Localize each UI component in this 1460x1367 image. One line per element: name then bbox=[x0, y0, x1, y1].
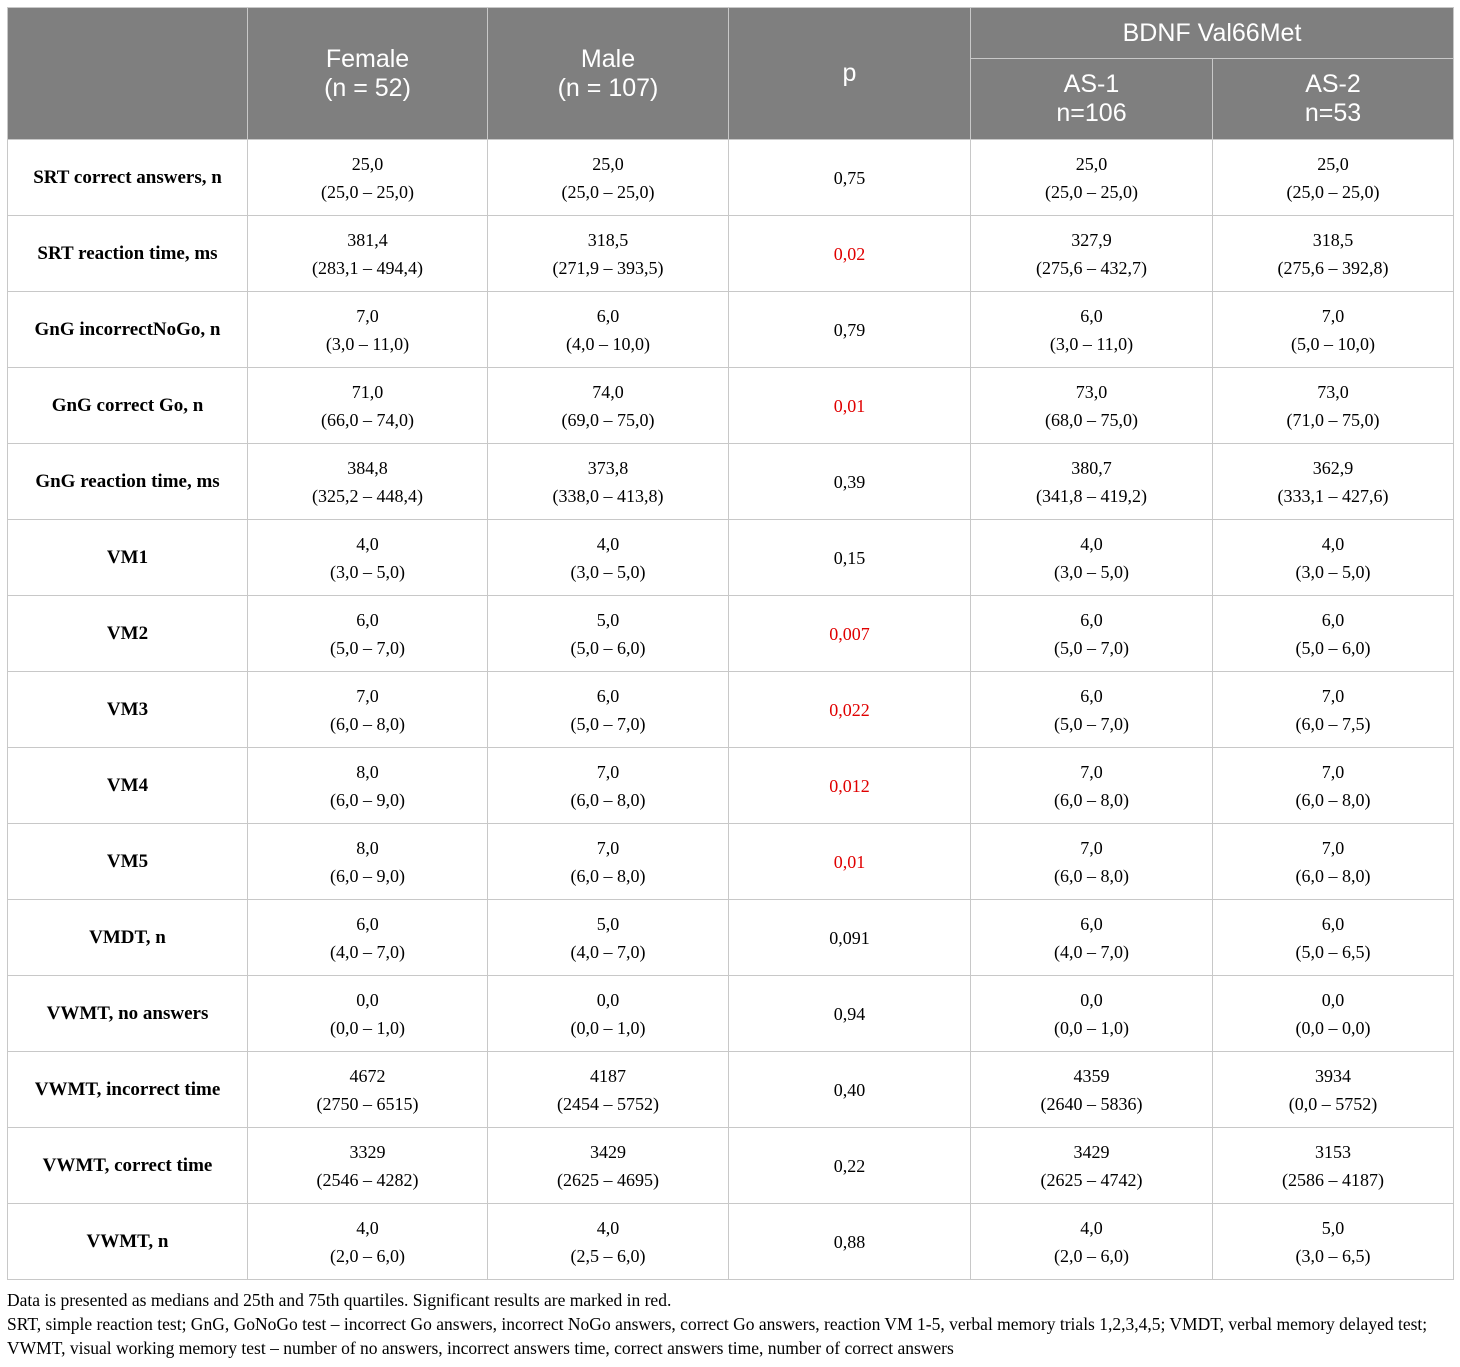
female-value-cell-median: 4672 bbox=[349, 1065, 386, 1086]
footnote-line-2: SRT, simple reaction test; GnG, GoNoGo test – incorrect Go answers, incorrect NoGo answers, correct Go answers, reaction VM 1-5, verbal memory trials 1,2,3,4,5; VMDT, verbal memory delayed test; VWMT, visual working memory test – number of no answers, incorrect answers time, correct answers time, number of correct answers bbox=[7, 1314, 1428, 1358]
header-p-label: p bbox=[842, 59, 857, 87]
as2-value-cell-iqr: (3,0 – 5,0) bbox=[1295, 561, 1371, 582]
male-value-cell-median: 373,8 bbox=[587, 457, 629, 478]
as1-value-cell-median: 7,0 bbox=[1080, 837, 1103, 858]
female-value-cell-iqr: (25,0 – 25,0) bbox=[321, 181, 414, 202]
as1-value-cell-median: 6,0 bbox=[1080, 685, 1103, 706]
row-label: VM3 bbox=[8, 672, 248, 748]
female-value-cell bbox=[248, 824, 488, 900]
table-row bbox=[8, 1052, 1454, 1128]
as2-value-cell-median: 362,9 bbox=[1312, 457, 1354, 478]
as2-value-cell-median: 73,0 bbox=[1317, 381, 1349, 402]
male-value-cell bbox=[488, 520, 729, 596]
as1-value-cell-median: 4359 bbox=[1073, 1065, 1110, 1086]
header-as2 bbox=[1213, 59, 1454, 140]
male-value-cell-median: 4,0 bbox=[596, 1217, 620, 1238]
as2-value-cell-iqr: (0,0 – 0,0) bbox=[1295, 1017, 1371, 1038]
male-value-cell bbox=[488, 444, 729, 520]
p-value-cell: 0,007 bbox=[729, 596, 971, 672]
male-value-cell-median: 3429 bbox=[590, 1141, 626, 1162]
female-value-cell bbox=[248, 1052, 488, 1128]
as1-value-cell-median: 4,0 bbox=[1080, 533, 1103, 554]
male-value-cell-iqr: (4,0 – 10,0) bbox=[566, 333, 650, 354]
row-label: VM4 bbox=[8, 748, 248, 824]
male-value-cell-iqr: (6,0 – 8,0) bbox=[570, 865, 646, 886]
table-row bbox=[8, 292, 1454, 368]
table-row bbox=[8, 596, 1454, 672]
row-label: VWMT, correct time bbox=[8, 1128, 248, 1204]
as2-value-cell-median: 6,0 bbox=[1321, 609, 1345, 630]
as2-value-cell bbox=[1213, 520, 1454, 596]
as1-value-cell-iqr: (2,0 – 6,0) bbox=[1054, 1245, 1129, 1266]
female-value-cell bbox=[248, 216, 488, 292]
table-row bbox=[8, 444, 1454, 520]
as1-value-cell bbox=[971, 368, 1213, 444]
p-value-cell: 0,022 bbox=[729, 672, 971, 748]
as1-value-cell bbox=[971, 1128, 1213, 1204]
as1-value-cell bbox=[971, 292, 1213, 368]
row-label: VWMT, no answers bbox=[8, 976, 248, 1052]
as2-value-cell-median: 7,0 bbox=[1321, 837, 1345, 858]
as1-value-cell-iqr: (0,0 – 1,0) bbox=[1054, 1017, 1129, 1038]
as2-value-cell-median: 7,0 bbox=[1321, 685, 1345, 706]
female-value-cell-iqr: (4,0 – 7,0) bbox=[330, 941, 405, 962]
as1-value-cell bbox=[971, 748, 1213, 824]
female-value-cell bbox=[248, 368, 488, 444]
female-value-cell-median: 4,0 bbox=[356, 533, 379, 554]
as2-value-cell bbox=[1213, 292, 1454, 368]
male-value-cell-iqr: (0,0 – 1,0) bbox=[570, 1017, 646, 1038]
as1-value-cell-median: 0,0 bbox=[1080, 989, 1103, 1010]
row-label: GnG incorrectNoGo, n bbox=[8, 292, 248, 368]
as2-value-cell bbox=[1213, 976, 1454, 1052]
p-value-cell: 0,091 bbox=[729, 900, 971, 976]
as1-value-cell-iqr: (3,0 – 5,0) bbox=[1054, 561, 1129, 582]
header-male-title: Male bbox=[580, 44, 636, 73]
p-value-cell: 0,012 bbox=[729, 748, 971, 824]
as1-value-cell bbox=[971, 900, 1213, 976]
as1-value-cell-median: 7,0 bbox=[1080, 761, 1103, 782]
as2-value-cell-median: 0,0 bbox=[1321, 989, 1345, 1010]
as2-value-cell-iqr: (5,0 – 10,0) bbox=[1291, 333, 1375, 354]
female-value-cell-median: 8,0 bbox=[356, 761, 379, 782]
p-value-cell: 0,88 bbox=[729, 1204, 971, 1280]
female-value-cell-iqr: (6,0 – 9,0) bbox=[330, 865, 405, 886]
as2-value-cell-iqr: (3,0 – 6,5) bbox=[1295, 1245, 1371, 1266]
male-value-cell-iqr: (5,0 – 7,0) bbox=[570, 713, 646, 734]
row-label: SRT correct answers, n bbox=[8, 140, 248, 216]
female-value-cell-iqr: (2750 – 6515) bbox=[316, 1093, 419, 1114]
female-value-cell-median: 7,0 bbox=[356, 685, 379, 706]
as1-value-cell bbox=[971, 444, 1213, 520]
as2-value-cell-iqr: (5,0 – 6,0) bbox=[1295, 637, 1371, 658]
female-value-cell-iqr: (325,2 – 448,4) bbox=[312, 485, 423, 506]
as1-value-cell bbox=[971, 1204, 1213, 1280]
as1-value-cell-iqr: (3,0 – 11,0) bbox=[1049, 333, 1134, 354]
table-row bbox=[8, 140, 1454, 216]
table-header bbox=[8, 8, 1454, 140]
header-as1-n: n=106 bbox=[1056, 99, 1127, 127]
female-value-cell-iqr: (6,0 – 9,0) bbox=[330, 789, 405, 810]
p-value-cell: 0,75 bbox=[729, 140, 971, 216]
p-value-cell: 0,02 bbox=[729, 216, 971, 292]
male-value-cell-median: 6,0 bbox=[596, 305, 620, 326]
header-empty-cell bbox=[8, 8, 248, 140]
as2-value-cell-median: 5,0 bbox=[1321, 1217, 1345, 1238]
as2-value-cell bbox=[1213, 216, 1454, 292]
as1-value-cell-iqr: (275,6 – 432,7) bbox=[1036, 257, 1147, 278]
as2-value-cell bbox=[1213, 748, 1454, 824]
female-value-cell-median: 7,0 bbox=[356, 305, 379, 326]
as1-value-cell-median: 6,0 bbox=[1080, 305, 1103, 326]
as1-value-cell bbox=[971, 596, 1213, 672]
as2-value-cell bbox=[1213, 444, 1454, 520]
header-male bbox=[488, 8, 729, 140]
female-value-cell-iqr: (3,0 – 11,0) bbox=[325, 333, 410, 354]
male-value-cell-median: 7,0 bbox=[596, 761, 620, 782]
as1-value-cell-median: 6,0 bbox=[1080, 609, 1103, 630]
as2-value-cell-median: 6,0 bbox=[1321, 913, 1345, 934]
row-label: GnG reaction time, ms bbox=[8, 444, 248, 520]
male-value-cell bbox=[488, 368, 729, 444]
male-value-cell-median: 318,5 bbox=[587, 229, 629, 250]
p-value-cell: 0,39 bbox=[729, 444, 971, 520]
as2-value-cell bbox=[1213, 900, 1454, 976]
as2-value-cell bbox=[1213, 1204, 1454, 1280]
male-value-cell bbox=[488, 140, 729, 216]
male-value-cell-iqr: (2454 – 5752) bbox=[557, 1093, 659, 1114]
table-body bbox=[8, 140, 1454, 1280]
p-value-cell: 0,01 bbox=[729, 368, 971, 444]
male-value-cell-iqr: (5,0 – 6,0) bbox=[570, 637, 646, 658]
header-female-title: Female bbox=[325, 44, 410, 73]
row-label: VM1 bbox=[8, 520, 248, 596]
as2-value-cell-iqr: (6,0 – 7,5) bbox=[1295, 713, 1371, 734]
as1-value-cell bbox=[971, 140, 1213, 216]
female-value-cell bbox=[248, 292, 488, 368]
as1-value-cell-median: 6,0 bbox=[1080, 913, 1103, 934]
row-label: GnG correct Go, n bbox=[8, 368, 248, 444]
male-value-cell bbox=[488, 748, 729, 824]
footnote-line-1: Data is presented as medians and 25th and 75th quartiles. Significant results are marked in red. bbox=[7, 1290, 672, 1310]
p-value-cell: 0,01 bbox=[729, 824, 971, 900]
female-value-cell-iqr: (0,0 – 1,0) bbox=[330, 1017, 405, 1038]
male-value-cell-iqr: (4,0 – 7,0) bbox=[570, 941, 646, 962]
as1-value-cell-iqr: (2640 – 5836) bbox=[1040, 1093, 1143, 1114]
male-value-cell-median: 4,0 bbox=[596, 533, 620, 554]
male-value-cell-iqr: (3,0 – 5,0) bbox=[570, 561, 646, 582]
male-value-cell-iqr: (6,0 – 8,0) bbox=[570, 789, 646, 810]
header-as2-n: n=53 bbox=[1304, 99, 1362, 127]
as1-value-cell-iqr: (5,0 – 7,0) bbox=[1054, 637, 1129, 658]
female-value-cell-iqr: (2546 – 4282) bbox=[316, 1169, 419, 1190]
as2-value-cell-median: 318,5 bbox=[1312, 229, 1354, 250]
female-value-cell-median: 6,0 bbox=[356, 609, 379, 630]
table-footnotes bbox=[7, 1288, 1457, 1360]
as1-value-cell-median: 73,0 bbox=[1075, 381, 1108, 402]
table-row bbox=[8, 216, 1454, 292]
female-value-cell bbox=[248, 140, 488, 216]
as1-value-cell-iqr: (25,0 – 25,0) bbox=[1045, 181, 1138, 202]
male-value-cell-iqr: (338,0 – 413,8) bbox=[552, 485, 664, 506]
as1-value-cell-iqr: (68,0 – 75,0) bbox=[1045, 409, 1138, 430]
as2-value-cell-median: 7,0 bbox=[1321, 761, 1345, 782]
header-male-n: (n = 107) bbox=[557, 73, 659, 102]
female-value-cell-iqr: (5,0 – 7,0) bbox=[330, 637, 405, 658]
as1-value-cell bbox=[971, 1052, 1213, 1128]
as1-value-cell-iqr: (5,0 – 7,0) bbox=[1054, 713, 1129, 734]
male-value-cell-iqr: (69,0 – 75,0) bbox=[561, 409, 655, 430]
as1-value-cell-median: 380,7 bbox=[1071, 457, 1112, 478]
as2-value-cell bbox=[1213, 368, 1454, 444]
header-female-n: (n = 52) bbox=[324, 73, 411, 102]
female-value-cell bbox=[248, 748, 488, 824]
as2-value-cell-median: 25,0 bbox=[1317, 153, 1349, 174]
female-value-cell bbox=[248, 1128, 488, 1204]
female-value-cell-iqr: (6,0 – 8,0) bbox=[330, 713, 405, 734]
male-value-cell bbox=[488, 824, 729, 900]
table-row bbox=[8, 748, 1454, 824]
results-table bbox=[7, 7, 1454, 1280]
as1-value-cell-iqr: (4,0 – 7,0) bbox=[1054, 941, 1129, 962]
male-value-cell bbox=[488, 672, 729, 748]
male-value-cell-iqr: (2625 – 4695) bbox=[557, 1169, 659, 1190]
female-value-cell bbox=[248, 672, 488, 748]
male-value-cell-iqr: (2,5 – 6,0) bbox=[570, 1245, 646, 1266]
female-value-cell-median: 6,0 bbox=[356, 913, 379, 934]
female-value-cell-median: 71,0 bbox=[351, 381, 384, 402]
row-label: SRT reaction time, ms bbox=[8, 216, 248, 292]
female-value-cell bbox=[248, 444, 488, 520]
female-value-cell-median: 25,0 bbox=[351, 153, 384, 174]
male-value-cell bbox=[488, 1204, 729, 1280]
header-female bbox=[248, 8, 488, 140]
as1-value-cell bbox=[971, 976, 1213, 1052]
as2-value-cell bbox=[1213, 1128, 1454, 1204]
table-row bbox=[8, 900, 1454, 976]
female-value-cell-median: 384,8 bbox=[347, 457, 388, 478]
table-row bbox=[8, 672, 1454, 748]
table-row bbox=[8, 368, 1454, 444]
as1-value-cell bbox=[971, 672, 1213, 748]
header-bdnf-label: BDNF Val66Met bbox=[1122, 18, 1302, 47]
table-row bbox=[8, 520, 1454, 596]
female-value-cell-median: 0,0 bbox=[356, 989, 379, 1010]
male-value-cell-median: 25,0 bbox=[592, 153, 624, 174]
female-value-cell-median: 3329 bbox=[349, 1141, 386, 1162]
as1-value-cell-median: 4,0 bbox=[1080, 1217, 1103, 1238]
table-row bbox=[8, 976, 1454, 1052]
male-value-cell-median: 0,0 bbox=[596, 989, 620, 1010]
as2-value-cell-iqr: (6,0 – 8,0) bbox=[1295, 865, 1371, 886]
male-value-cell-median: 4187 bbox=[590, 1065, 626, 1086]
as2-value-cell-iqr: (5,0 – 6,5) bbox=[1295, 941, 1371, 962]
male-value-cell bbox=[488, 900, 729, 976]
male-value-cell-median: 7,0 bbox=[596, 837, 620, 858]
as2-value-cell-iqr: (0,0 – 5752) bbox=[1288, 1093, 1378, 1114]
as2-value-cell bbox=[1213, 1052, 1454, 1128]
p-value-cell: 0,94 bbox=[729, 976, 971, 1052]
as2-value-cell-iqr: (6,0 – 8,0) bbox=[1295, 789, 1371, 810]
male-value-cell bbox=[488, 976, 729, 1052]
as2-value-cell bbox=[1213, 824, 1454, 900]
male-value-cell-median: 6,0 bbox=[596, 685, 620, 706]
female-value-cell bbox=[248, 900, 488, 976]
as2-value-cell-median: 7,0 bbox=[1321, 305, 1345, 326]
results-table-container bbox=[7, 7, 1453, 1280]
as2-value-cell-median: 3153 bbox=[1315, 1141, 1351, 1162]
as2-value-cell-iqr: (2586 – 4187) bbox=[1282, 1169, 1384, 1190]
female-value-cell-iqr: (2,0 – 6,0) bbox=[330, 1245, 405, 1266]
as2-value-cell bbox=[1213, 140, 1454, 216]
as1-value-cell-median: 3429 bbox=[1073, 1141, 1110, 1162]
female-value-cell-median: 381,4 bbox=[347, 229, 388, 250]
as1-value-cell bbox=[971, 216, 1213, 292]
as1-value-cell bbox=[971, 824, 1213, 900]
male-value-cell bbox=[488, 1052, 729, 1128]
male-value-cell bbox=[488, 596, 729, 672]
female-value-cell bbox=[248, 596, 488, 672]
as1-value-cell-iqr: (341,8 – 419,2) bbox=[1036, 485, 1147, 506]
male-value-cell-iqr: (25,0 – 25,0) bbox=[561, 181, 655, 202]
table-row bbox=[8, 1204, 1454, 1280]
as1-value-cell bbox=[971, 520, 1213, 596]
table-row bbox=[8, 824, 1454, 900]
row-label: VWMT, n bbox=[8, 1204, 248, 1280]
as2-value-cell bbox=[1213, 596, 1454, 672]
male-value-cell-median: 74,0 bbox=[592, 381, 624, 402]
male-value-cell-median: 5,0 bbox=[596, 913, 620, 934]
as2-value-cell-iqr: (275,6 – 392,8) bbox=[1277, 257, 1389, 278]
as2-value-cell-iqr: (333,1 – 427,6) bbox=[1277, 485, 1389, 506]
as2-value-cell-median: 3934 bbox=[1315, 1065, 1351, 1086]
p-value-cell: 0,79 bbox=[729, 292, 971, 368]
female-value-cell-iqr: (283,1 – 494,4) bbox=[312, 257, 423, 278]
as1-value-cell-iqr: (6,0 – 8,0) bbox=[1054, 865, 1129, 886]
female-value-cell-median: 4,0 bbox=[356, 1217, 379, 1238]
row-label: VM5 bbox=[8, 824, 248, 900]
as1-value-cell-iqr: (2625 – 4742) bbox=[1040, 1169, 1143, 1190]
male-value-cell bbox=[488, 1128, 729, 1204]
as2-value-cell-iqr: (25,0 – 25,0) bbox=[1286, 181, 1380, 202]
female-value-cell-iqr: (3,0 – 5,0) bbox=[330, 561, 405, 582]
as1-value-cell-iqr: (6,0 – 8,0) bbox=[1054, 789, 1129, 810]
female-value-cell bbox=[248, 976, 488, 1052]
row-label: VMDT, n bbox=[8, 900, 248, 976]
as2-value-cell-iqr: (71,0 – 75,0) bbox=[1286, 409, 1380, 430]
header-as1 bbox=[971, 59, 1213, 140]
female-value-cell bbox=[248, 520, 488, 596]
male-value-cell-iqr: (271,9 – 393,5) bbox=[552, 257, 664, 278]
as1-value-cell-median: 25,0 bbox=[1075, 153, 1108, 174]
table-row bbox=[8, 1128, 1454, 1204]
header-as1-title: AS-1 bbox=[1063, 70, 1120, 98]
male-value-cell-median: 5,0 bbox=[596, 609, 620, 630]
row-label: VWMT, incorrect time bbox=[8, 1052, 248, 1128]
header-as2-title: AS-2 bbox=[1305, 70, 1361, 98]
header-p bbox=[729, 8, 971, 140]
p-value-cell: 0,15 bbox=[729, 520, 971, 596]
p-value-cell: 0,40 bbox=[729, 1052, 971, 1128]
female-value-cell bbox=[248, 1204, 488, 1280]
p-value-cell: 0,22 bbox=[729, 1128, 971, 1204]
female-value-cell-median: 8,0 bbox=[356, 837, 379, 858]
row-label: VM2 bbox=[8, 596, 248, 672]
as1-value-cell-median: 327,9 bbox=[1071, 229, 1112, 250]
male-value-cell bbox=[488, 216, 729, 292]
as2-value-cell bbox=[1213, 672, 1454, 748]
female-value-cell-iqr: (66,0 – 74,0) bbox=[321, 409, 414, 430]
header-bdnf bbox=[971, 8, 1454, 59]
male-value-cell bbox=[488, 292, 729, 368]
as2-value-cell-median: 4,0 bbox=[1321, 533, 1345, 554]
